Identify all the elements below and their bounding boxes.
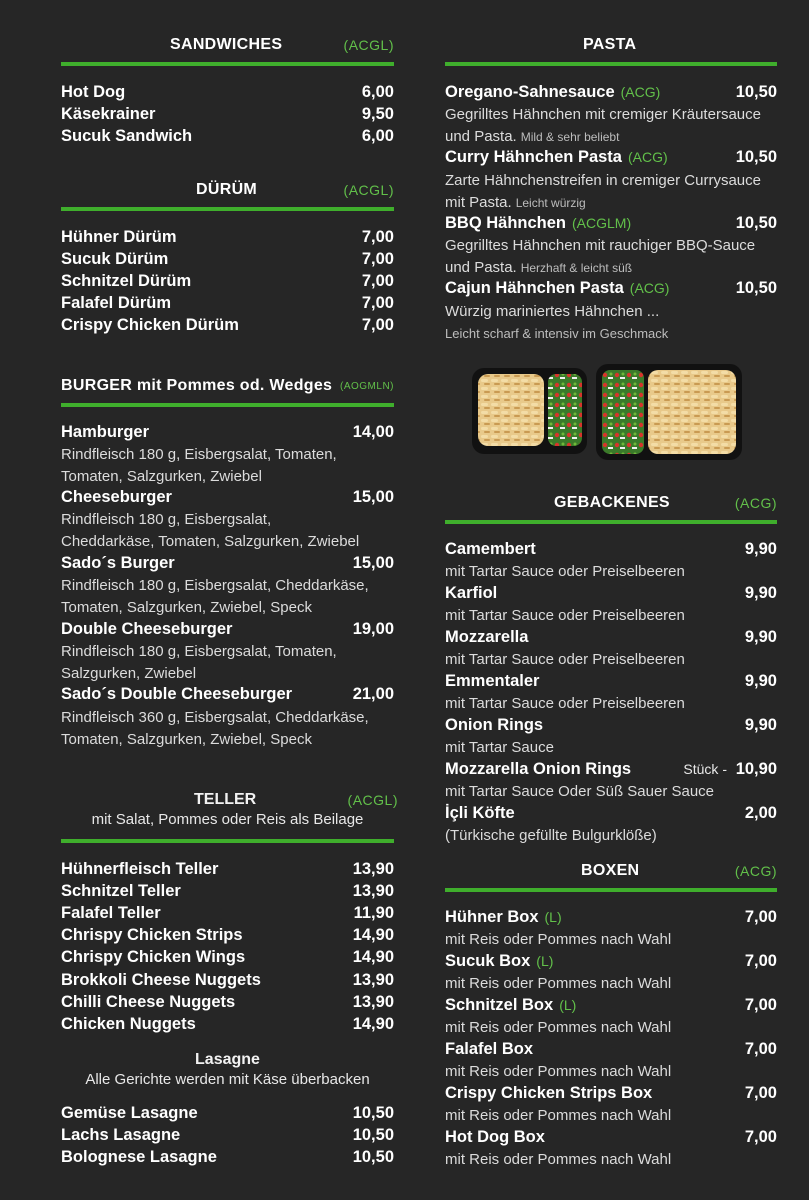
allergen-codes: (ACG): [627, 149, 668, 165]
item-description: mit Reis oder Pommes nach Wahl: [445, 931, 672, 948]
item-price: 9,90: [744, 672, 777, 690]
item-name: Hühner Box: [445, 908, 539, 926]
item-description: mit Reis oder Pommes nach Wahl: [445, 1019, 672, 1036]
item-description: mit Tartar Sauce oder Preiselbeeren: [445, 607, 685, 624]
menu-item: [61, 423, 394, 445]
item-name: Lachs Lasagne: [61, 1126, 181, 1144]
item-name: Brokkoli Cheese Nuggets: [61, 971, 261, 989]
menu-item: [445, 148, 777, 170]
item-price: 14,90: [352, 948, 394, 966]
item-name: Gemüse Lasagne: [61, 1104, 198, 1122]
item-price: 13,90: [352, 860, 394, 878]
item-description: Rindfleisch 360 g, Eisbergsalat, Cheddarkäse, Tomaten, Salzgurken, Zwiebel, Speck: [61, 709, 369, 748]
menu-item: [61, 1148, 394, 1170]
menu-item: [61, 1104, 394, 1126]
item-note: Herzhaft & leicht süß: [520, 261, 633, 275]
item-price: 10,50: [735, 83, 777, 101]
menu-item: [61, 272, 394, 294]
item-name: Falafel Teller: [61, 904, 161, 922]
menu-item: [445, 279, 777, 301]
item-name: Chrispy Chicken Wings: [61, 948, 246, 966]
item-description: mit Reis oder Pommes nach Wahl: [445, 1107, 672, 1124]
item-name: Onion Rings: [445, 716, 544, 734]
item-name: Sado´s Burger: [61, 554, 175, 572]
item-description: mit Tartar Sauce Oder Süß Sauer Sauce: [445, 783, 715, 800]
item-price: 21,00: [352, 685, 394, 703]
item-name: İçli Köfte: [445, 804, 515, 822]
item-unit: Stück -: [683, 761, 727, 777]
item-price: 13,90: [352, 971, 394, 989]
menu-item: [445, 1084, 777, 1106]
section-title: DÜRÜM: [196, 181, 258, 198]
menu-item: [61, 1126, 394, 1148]
item-name: Sado´s Double Cheeseburger: [61, 685, 293, 703]
item-price: 7,00: [361, 228, 394, 246]
item-name: Double Cheeseburger: [61, 620, 233, 638]
menu-item: [445, 952, 777, 974]
menu-item: [61, 685, 394, 707]
menu-item: [61, 488, 394, 510]
item-name: Schnitzel Dürüm: [61, 272, 192, 290]
item-name: Chilli Cheese Nuggets: [61, 993, 236, 1011]
item-name: Hamburger: [61, 423, 150, 441]
item-name: Camembert: [445, 540, 536, 558]
item-price: 14,90: [352, 926, 394, 944]
item-name: Crispy Chicken Dürüm: [61, 316, 239, 334]
item-price: 10,90: [735, 760, 777, 778]
menu-item: [445, 628, 777, 650]
section-title: SANDWICHES: [170, 36, 283, 53]
menu-item: [61, 993, 394, 1015]
item-name: Falafel Box: [445, 1040, 534, 1058]
item-description: Gegrilltes Hähnchen mit rauchiger BBQ-Sauce und Pasta. Herzhaft & leicht süß: [445, 237, 756, 276]
item-name: Chrispy Chicken Strips: [61, 926, 243, 944]
section-subtitle: mit Salat, Pommes oder Reis als Beilage: [91, 811, 364, 828]
menu-item: [61, 83, 394, 105]
item-description: mit Reis oder Pommes nach Wahl: [445, 1063, 672, 1080]
allergen-codes: (ACG): [629, 280, 670, 296]
item-price: 10,50: [735, 214, 777, 232]
menu-item: [61, 105, 394, 127]
item-price: 13,90: [352, 882, 394, 900]
item-price: 7,00: [361, 294, 394, 312]
menu-item: [445, 540, 777, 562]
item-price: 7,00: [744, 908, 777, 926]
item-description: Rindfleisch 180 g, Eisbergsalat, Tomaten, Tomaten, Salzgurken, Zwiebel: [61, 446, 337, 485]
menu-item: [445, 584, 777, 606]
item-price: 7,00: [361, 316, 394, 334]
item-price: 6,00: [361, 127, 394, 145]
section-subtitle: Alle Gerichte werden mit Käse überbacken: [85, 1071, 370, 1088]
item-price: 14,00: [352, 423, 394, 441]
menu-item: [61, 250, 394, 272]
item-price: 19,00: [352, 620, 394, 638]
item-price: 9,90: [744, 540, 777, 558]
section-header-sandwiches: [61, 36, 394, 66]
allergen-codes: (ACGL): [343, 37, 394, 53]
item-name: Hühnerfleisch Teller: [61, 860, 219, 878]
menu-item: [61, 554, 394, 576]
item-description: (Türkische gefüllte Bulgurklöße): [445, 827, 657, 844]
item-price: 9,50: [361, 105, 394, 123]
item-description: Würzig mariniertes Hähnchen ... Leicht scharf & intensiv im Geschmack: [445, 303, 669, 341]
item-price: 10,50: [352, 1148, 394, 1166]
item-description: mit Reis oder Pommes nach Wahl: [445, 975, 672, 992]
item-price: 10,50: [735, 148, 777, 166]
menu-item: [61, 316, 394, 338]
menu-item: [445, 214, 777, 236]
item-description: mit Tartar Sauce oder Preiselbeeren: [445, 651, 685, 668]
menu-item: [61, 882, 394, 904]
section-header-boxen: [445, 862, 777, 892]
item-name: Cajun Hähnchen Pasta: [445, 279, 624, 297]
allergen-codes: (L): [559, 997, 577, 1013]
item-price: 9,90: [744, 716, 777, 734]
allergen-codes: (ACGL): [347, 792, 398, 808]
item-name: Cheeseburger: [61, 488, 172, 506]
item-price: 6,00: [361, 83, 394, 101]
section-header-gebackenes: [445, 494, 777, 524]
item-price: 7,00: [744, 952, 777, 970]
item-name: Curry Hähnchen Pasta: [445, 148, 622, 166]
menu-item: [61, 971, 394, 993]
item-description: Rindfleisch 180 g, Eisbergsalat, Tomaten, Salzgurken, Zwiebel: [61, 643, 337, 682]
item-price: 15,00: [352, 554, 394, 572]
item-price: 9,90: [744, 628, 777, 646]
allergen-codes: (L): [544, 909, 562, 925]
menu-item: [61, 294, 394, 316]
section-title: BOXEN: [581, 862, 640, 879]
item-description: Rindfleisch 180 g, Eisbergsalat, Cheddarkäse, Tomaten, Salzgurken, Zwiebel, Speck: [61, 577, 369, 616]
section-header-teller: [61, 791, 398, 813]
allergen-codes: (ACG): [734, 495, 777, 511]
item-name: Bolognese Lasagne: [61, 1148, 217, 1166]
item-name: Chicken Nuggets: [61, 1015, 196, 1033]
item-note: Leicht scharf & intensiv im Geschmack: [445, 326, 669, 341]
item-name: Mozzarella: [445, 628, 529, 646]
item-name: BBQ Hähnchen: [445, 214, 567, 232]
allergen-codes: (ACG): [734, 863, 777, 879]
menu-item: [445, 1040, 777, 1062]
item-price: 13,90: [352, 993, 394, 1011]
allergen-codes: (ACGL): [343, 182, 394, 198]
item-price: 7,00: [744, 1040, 777, 1058]
item-name: Hot Dog: [61, 83, 126, 101]
menu-item: [445, 760, 777, 782]
item-name: Karfiol: [445, 584, 498, 602]
item-price: 11,90: [353, 904, 394, 922]
pasta-box-right: [596, 364, 742, 460]
item-price: 15,00: [352, 488, 394, 506]
section-header-burger: [61, 377, 394, 407]
menu-item: [61, 926, 394, 948]
menu-item: [445, 716, 777, 738]
item-price: 10,50: [352, 1126, 394, 1144]
section-title: GEBACKENES: [554, 494, 670, 511]
item-name: Sucuk Box: [445, 952, 531, 970]
item-name: Käsekrainer: [61, 105, 156, 123]
allergen-codes: (ACGLM): [572, 215, 632, 231]
item-name: Mozzarella Onion Rings: [445, 760, 632, 778]
item-name: Emmentaler: [445, 672, 540, 690]
menu-item: [61, 860, 394, 882]
section-title: TELLER: [194, 791, 257, 808]
section-title-lasagne: Lasagne: [195, 1051, 260, 1068]
item-description: Zarte Hähnchenstreifen in cremiger Currysauce mit Pasta. Leicht würzig: [445, 172, 761, 211]
item-note: Leicht würzig: [515, 196, 586, 210]
item-name: Oregano-Sahnesauce: [445, 83, 615, 101]
item-price: 7,00: [361, 250, 394, 268]
menu-item: [61, 620, 394, 642]
menu-item: [61, 228, 394, 250]
item-name: Hühner Dürüm: [61, 228, 177, 246]
item-name: Schnitzel Teller: [61, 882, 181, 900]
menu-item: [445, 804, 777, 826]
item-price: 9,90: [744, 584, 777, 602]
item-price: 10,50: [735, 279, 777, 297]
menu-item: [445, 83, 777, 105]
item-description: Rindfleisch 180 g, Eisbergsalat, Cheddarkäse, Tomaten, Salzgurken, Zwiebel: [61, 511, 360, 550]
section-divider: [61, 839, 394, 843]
item-price: 14,90: [352, 1015, 394, 1033]
pasta-box-left: [472, 368, 587, 454]
item-name: Schnitzel Box: [445, 996, 554, 1014]
menu-item: [445, 1128, 777, 1150]
pasta-box-image: [470, 362, 745, 466]
item-price: 7,00: [744, 1084, 777, 1102]
item-description: Gegrilltes Hähnchen mit cremiger Kräutersauce und Pasta. Mild & sehr beliebt: [445, 106, 761, 145]
menu-item: [445, 672, 777, 694]
item-description: mit Tartar Sauce oder Preiselbeeren: [445, 563, 685, 580]
item-note: Mild & sehr beliebt: [520, 130, 620, 144]
item-price: 7,00: [744, 1128, 777, 1146]
item-price: 7,00: [361, 272, 394, 290]
section-header-pasta: [445, 36, 777, 66]
section-title: BURGER mit Pommes od. Wedges: [61, 377, 333, 394]
menu-item: [445, 908, 777, 930]
section-header-durum: [61, 181, 394, 211]
item-name: Hot Dog Box: [445, 1128, 545, 1146]
item-price: 10,50: [352, 1104, 394, 1122]
item-name: Falafel Dürüm: [61, 294, 172, 312]
item-name: Crispy Chicken Strips Box: [445, 1084, 653, 1102]
item-description: mit Tartar Sauce: [445, 739, 554, 756]
item-description: mit Reis oder Pommes nach Wahl: [445, 1151, 672, 1168]
menu-item: [61, 1015, 394, 1037]
menu-item: [61, 127, 394, 149]
allergen-codes: (AOGMLN): [340, 381, 394, 392]
item-price: 7,00: [744, 996, 777, 1014]
menu-item: [61, 904, 394, 926]
menu-item: [445, 996, 777, 1018]
item-name: Sucuk Sandwich: [61, 127, 193, 145]
item-description: mit Tartar Sauce oder Preiselbeeren: [445, 695, 685, 712]
section-title: PASTA: [583, 36, 637, 53]
allergen-codes: (L): [536, 953, 554, 969]
menu-item: [61, 948, 394, 970]
item-price: 2,00: [744, 804, 777, 822]
item-name: Sucuk Dürüm: [61, 250, 169, 268]
allergen-codes: (ACG): [620, 84, 661, 100]
